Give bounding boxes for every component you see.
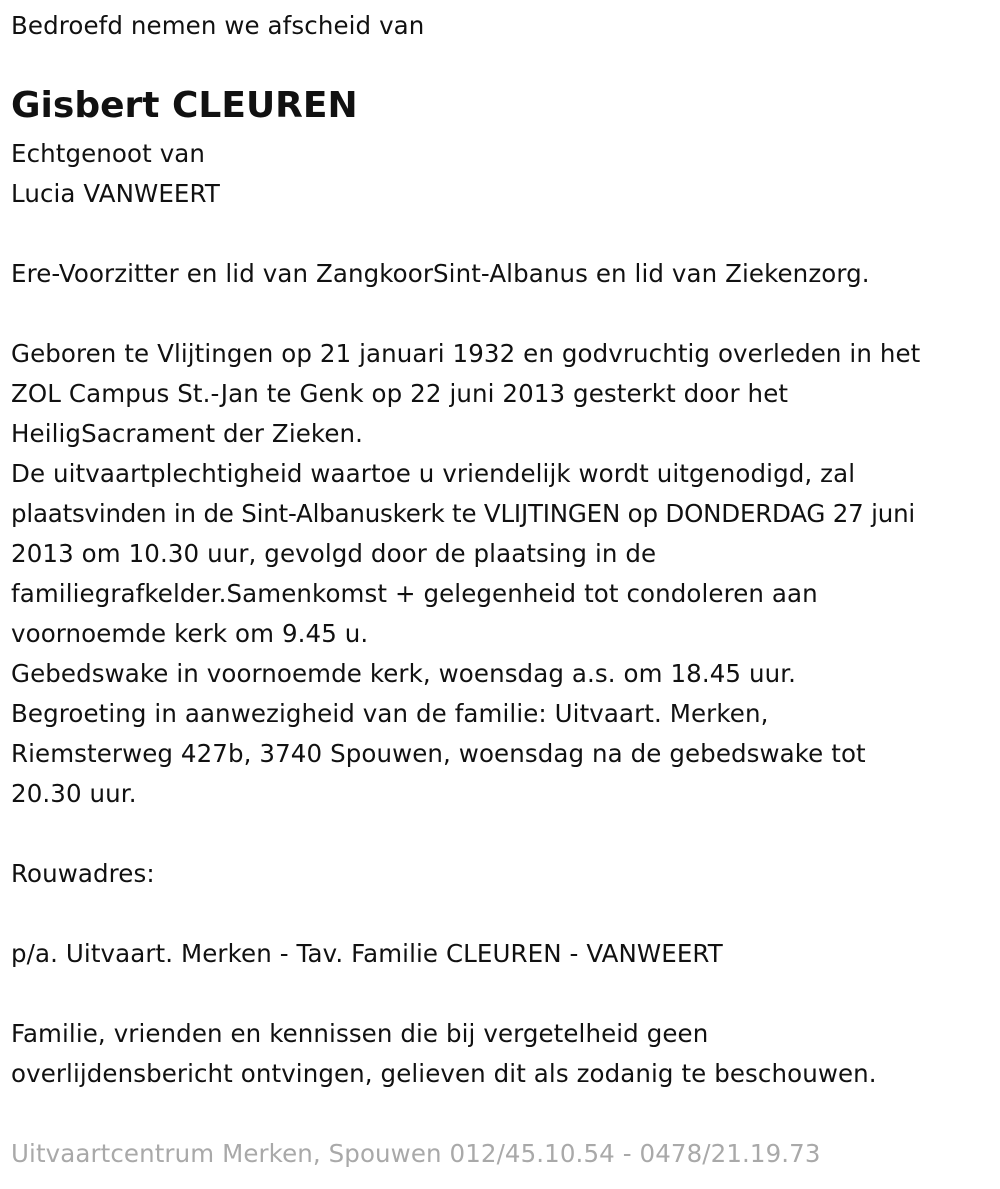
notice-line: Familie, vrienden en kennissen die bij vergetelheid geen: [11, 1019, 709, 1048]
details-line: Riemsterweg 427b, 3740 Spouwen, woensdag na de gebedswake tot: [11, 739, 866, 768]
details-line: familiegrafkelder.Samenkomst + gelegenheid tot condoleren aan: [11, 579, 818, 608]
spouse-name: Lucia VANWEERT: [11, 179, 220, 208]
details-line: Gebedswake in voornoemde kerk, woensdag a.s. om 18.45 uur.: [11, 659, 797, 688]
details-line: ZOL Campus St.-Jan te Genk op 22 juni 2013 gesterkt door het: [11, 379, 789, 408]
details-line: Begroeting in aanwezigheid van de familie: Uitvaart. Merken,: [11, 699, 769, 728]
deceased-name: Gisbert CLEUREN: [11, 85, 358, 126]
details-line: 2013 om 10.30 uur, gevolgd door de plaatsing in de: [11, 539, 657, 568]
memberships-text: Ere-Voorzitter en lid van ZangkoorSint-Albanus en lid van Ziekenzorg.: [11, 259, 870, 288]
mourning-address: p/a. Uitvaart. Merken - Tav. Familie CLEUREN - VANWEERT: [11, 939, 723, 968]
mourning-address-block: [11, 934, 723, 974]
spouse-block: [11, 134, 220, 214]
details-line: voornoemde kerk om 9.45 u.: [11, 619, 369, 648]
footer-contact: Uitvaartcentrum Merken, Spouwen 012/45.10.54 - 0478/21.19.73: [11, 1139, 821, 1168]
notice-line: overlijdensbericht ontvingen, gelieven dit als zodanig te beschouwen.: [11, 1059, 877, 1088]
footer-block: [11, 1134, 821, 1174]
mourning-address-label-block: [11, 854, 155, 894]
details-block: [11, 334, 920, 814]
details-line: Geboren te Vlijtingen op 21 januari 1932 en godvruchtig overleden in het: [11, 339, 921, 368]
details-line: HeiligSacrament der Zieken.: [11, 419, 364, 448]
details-line: De uitvaartplechtigheid waartoe u vriendelijk wordt uitgenodigd, zal: [11, 459, 856, 488]
mourning-address-label: Rouwadres:: [11, 859, 155, 888]
intro-text: Bedroefd nemen we afscheid van: [11, 11, 425, 40]
details-line: plaatsvinden in de Sint-Albanuskerk te VLIJTINGEN op DONDERDAG 27 juni: [11, 499, 916, 528]
spouse-label: Echtgenoot van: [11, 139, 206, 168]
details-line: 20.30 uur.: [11, 779, 137, 808]
notice-block: [11, 1014, 877, 1094]
memberships-block: [11, 254, 870, 294]
